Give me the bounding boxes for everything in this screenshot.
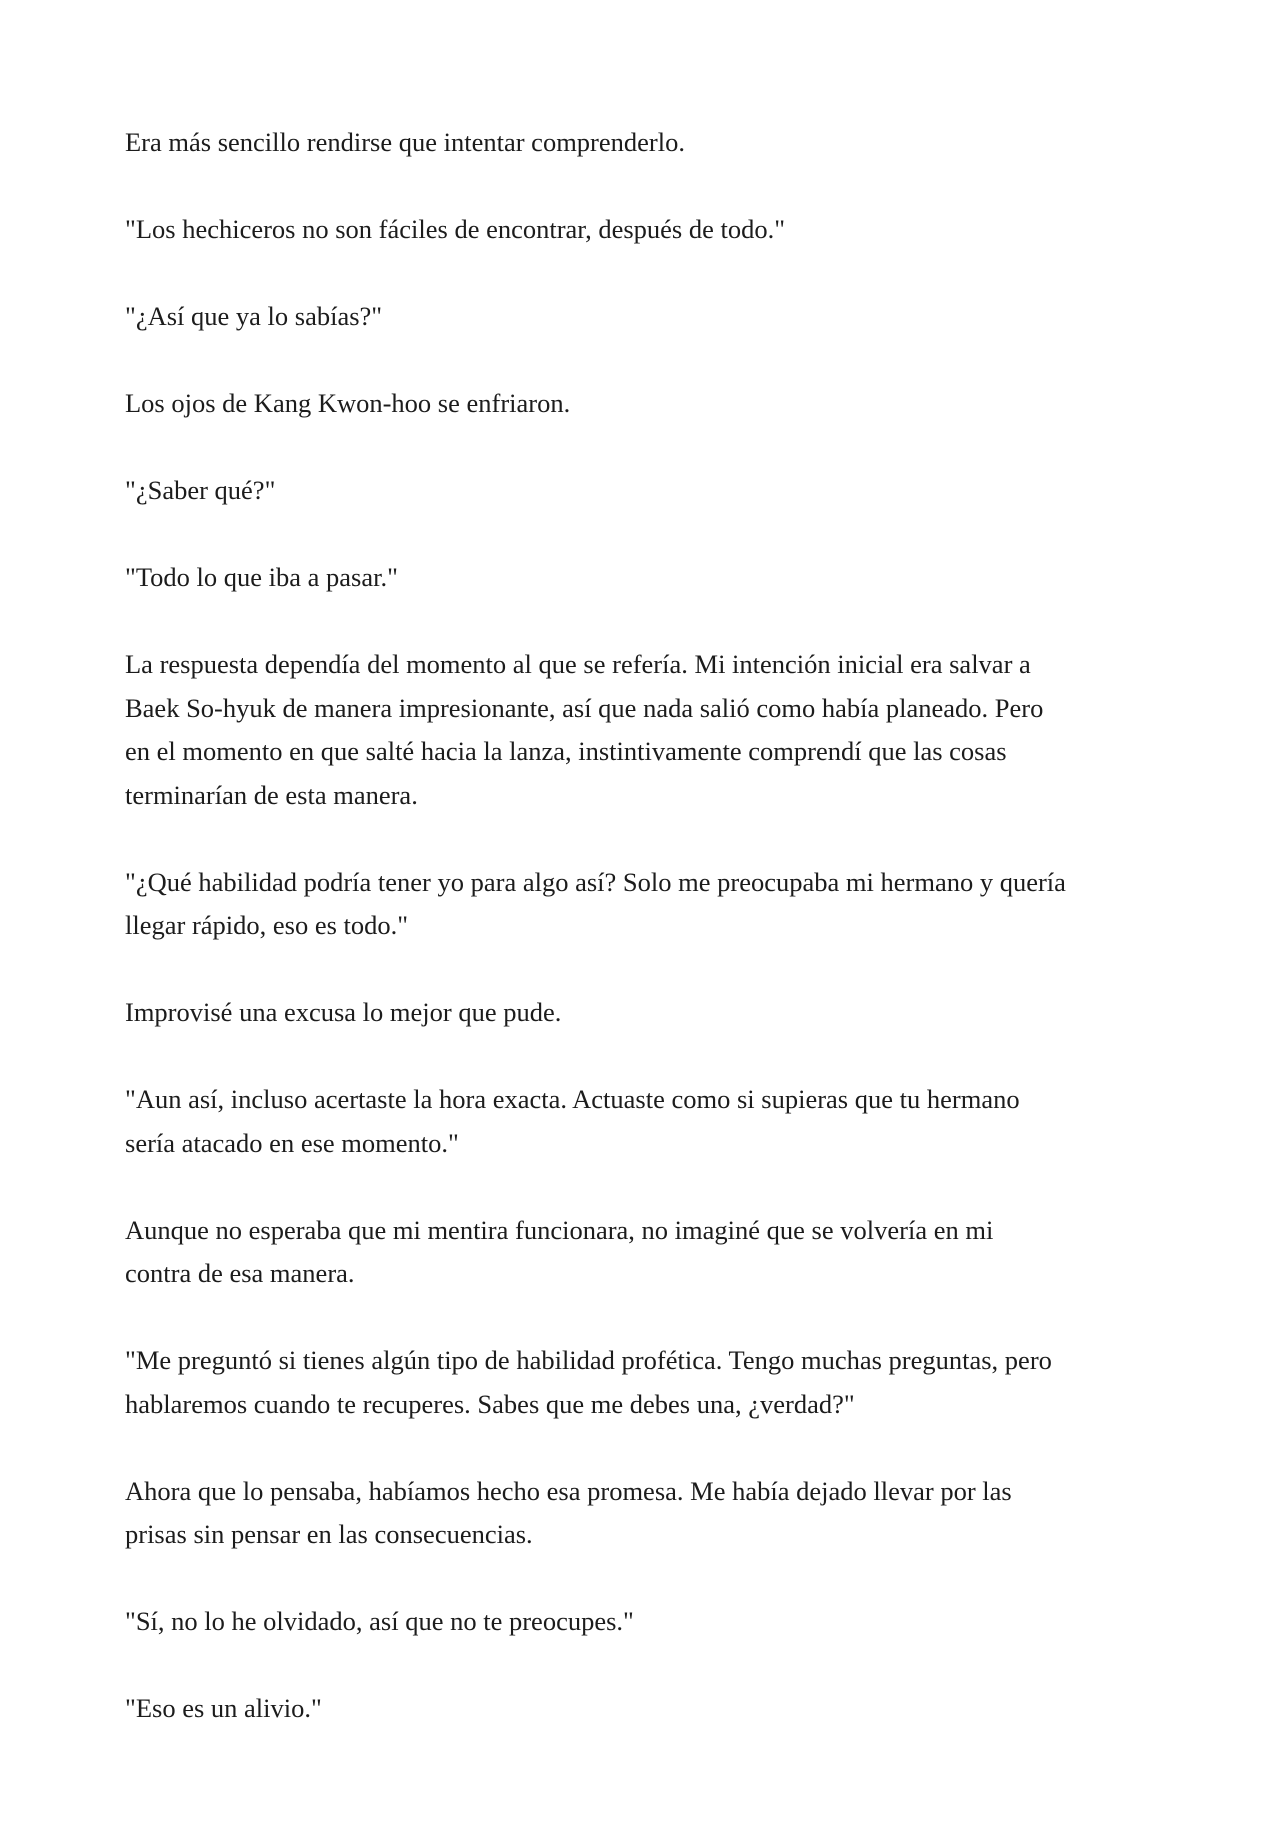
text-line: contra de esa manera. bbox=[125, 1258, 355, 1288]
paragraph-dialogue bbox=[125, 295, 1185, 339]
text-line: "Aun así, incluso acertaste la hora exacta. Actuaste como si supieras que tu hermano bbox=[125, 1084, 1020, 1114]
text-line: terminarían de esta manera. bbox=[125, 779, 418, 810]
paragraph-dialogue bbox=[125, 469, 1185, 513]
paragraph-dialogue bbox=[125, 1339, 1185, 1426]
text-line: La respuesta dependía del momento al que se refería. Mi intención inicial era salvar a bbox=[125, 649, 1031, 679]
paragraph-narration bbox=[125, 1470, 1185, 1557]
paragraph-narration bbox=[125, 991, 1185, 1035]
text-line: Era más sencillo rendirse que intentar comprenderlo. bbox=[125, 127, 685, 157]
text-line: "Los hechiceros no son fáciles de encontrar, después de todo." bbox=[125, 214, 786, 244]
paragraph-dialogue bbox=[125, 1078, 1185, 1165]
text-line: "Todo lo que iba a pasar." bbox=[125, 562, 398, 592]
paragraph-narration bbox=[125, 1209, 1185, 1296]
paragraph-dialogue bbox=[125, 861, 1185, 948]
text-line: sería atacado en ese momento." bbox=[125, 1127, 459, 1158]
text-line: "¿Así que ya lo sabías?" bbox=[125, 301, 383, 331]
document-body bbox=[125, 121, 1185, 1774]
text-line: Baek So-hyuk de manera impresionante, así que nada salió como había planeado. Pero bbox=[125, 692, 1044, 723]
text-line: "Eso es un alivio." bbox=[125, 1693, 322, 1723]
paragraph-dialogue bbox=[125, 1687, 1185, 1731]
text-line: hablaremos cuando te recuperes. Sabes que me debes una, ¿verdad?" bbox=[125, 1388, 855, 1419]
text-line: Los ojos de Kang Kwon-hoo se enfriaron. bbox=[125, 388, 571, 418]
text-line: llegar rápido, eso es todo." bbox=[125, 910, 409, 940]
paragraph-dialogue bbox=[125, 208, 1185, 252]
text-line: Ahora que lo pensaba, habíamos hecho esa promesa. Me había dejado llevar por las bbox=[125, 1475, 1012, 1506]
text-line: prisas sin pensar en las consecuencias. bbox=[125, 1519, 533, 1549]
text-line: "Me preguntó si tienes algún tipo de habilidad profética. Tengo muchas preguntas, pero bbox=[125, 1345, 1052, 1375]
text-line: "¿Saber qué?" bbox=[125, 475, 276, 505]
paragraph-dialogue bbox=[125, 1600, 1185, 1644]
paragraph-narration bbox=[125, 643, 1185, 817]
paragraph-dialogue bbox=[125, 556, 1185, 600]
text-line: "Sí, no lo he olvidado, así que no te preocupes." bbox=[125, 1606, 634, 1636]
text-line: en el momento en que salté hacia la lanza, instintivamente comprendí que las cosas bbox=[125, 736, 1007, 766]
text-line: Improvisé una excusa lo mejor que pude. bbox=[125, 997, 562, 1027]
text-line: Aunque no esperaba que mi mentira funcionara, no imaginé que se volvería en mi bbox=[125, 1214, 994, 1245]
paragraph-narration bbox=[125, 121, 1185, 165]
paragraph-narration bbox=[125, 382, 1185, 426]
text-line: "¿Qué habilidad podría tener yo para algo así? Solo me preocupaba mi hermano y quería bbox=[125, 866, 1066, 897]
